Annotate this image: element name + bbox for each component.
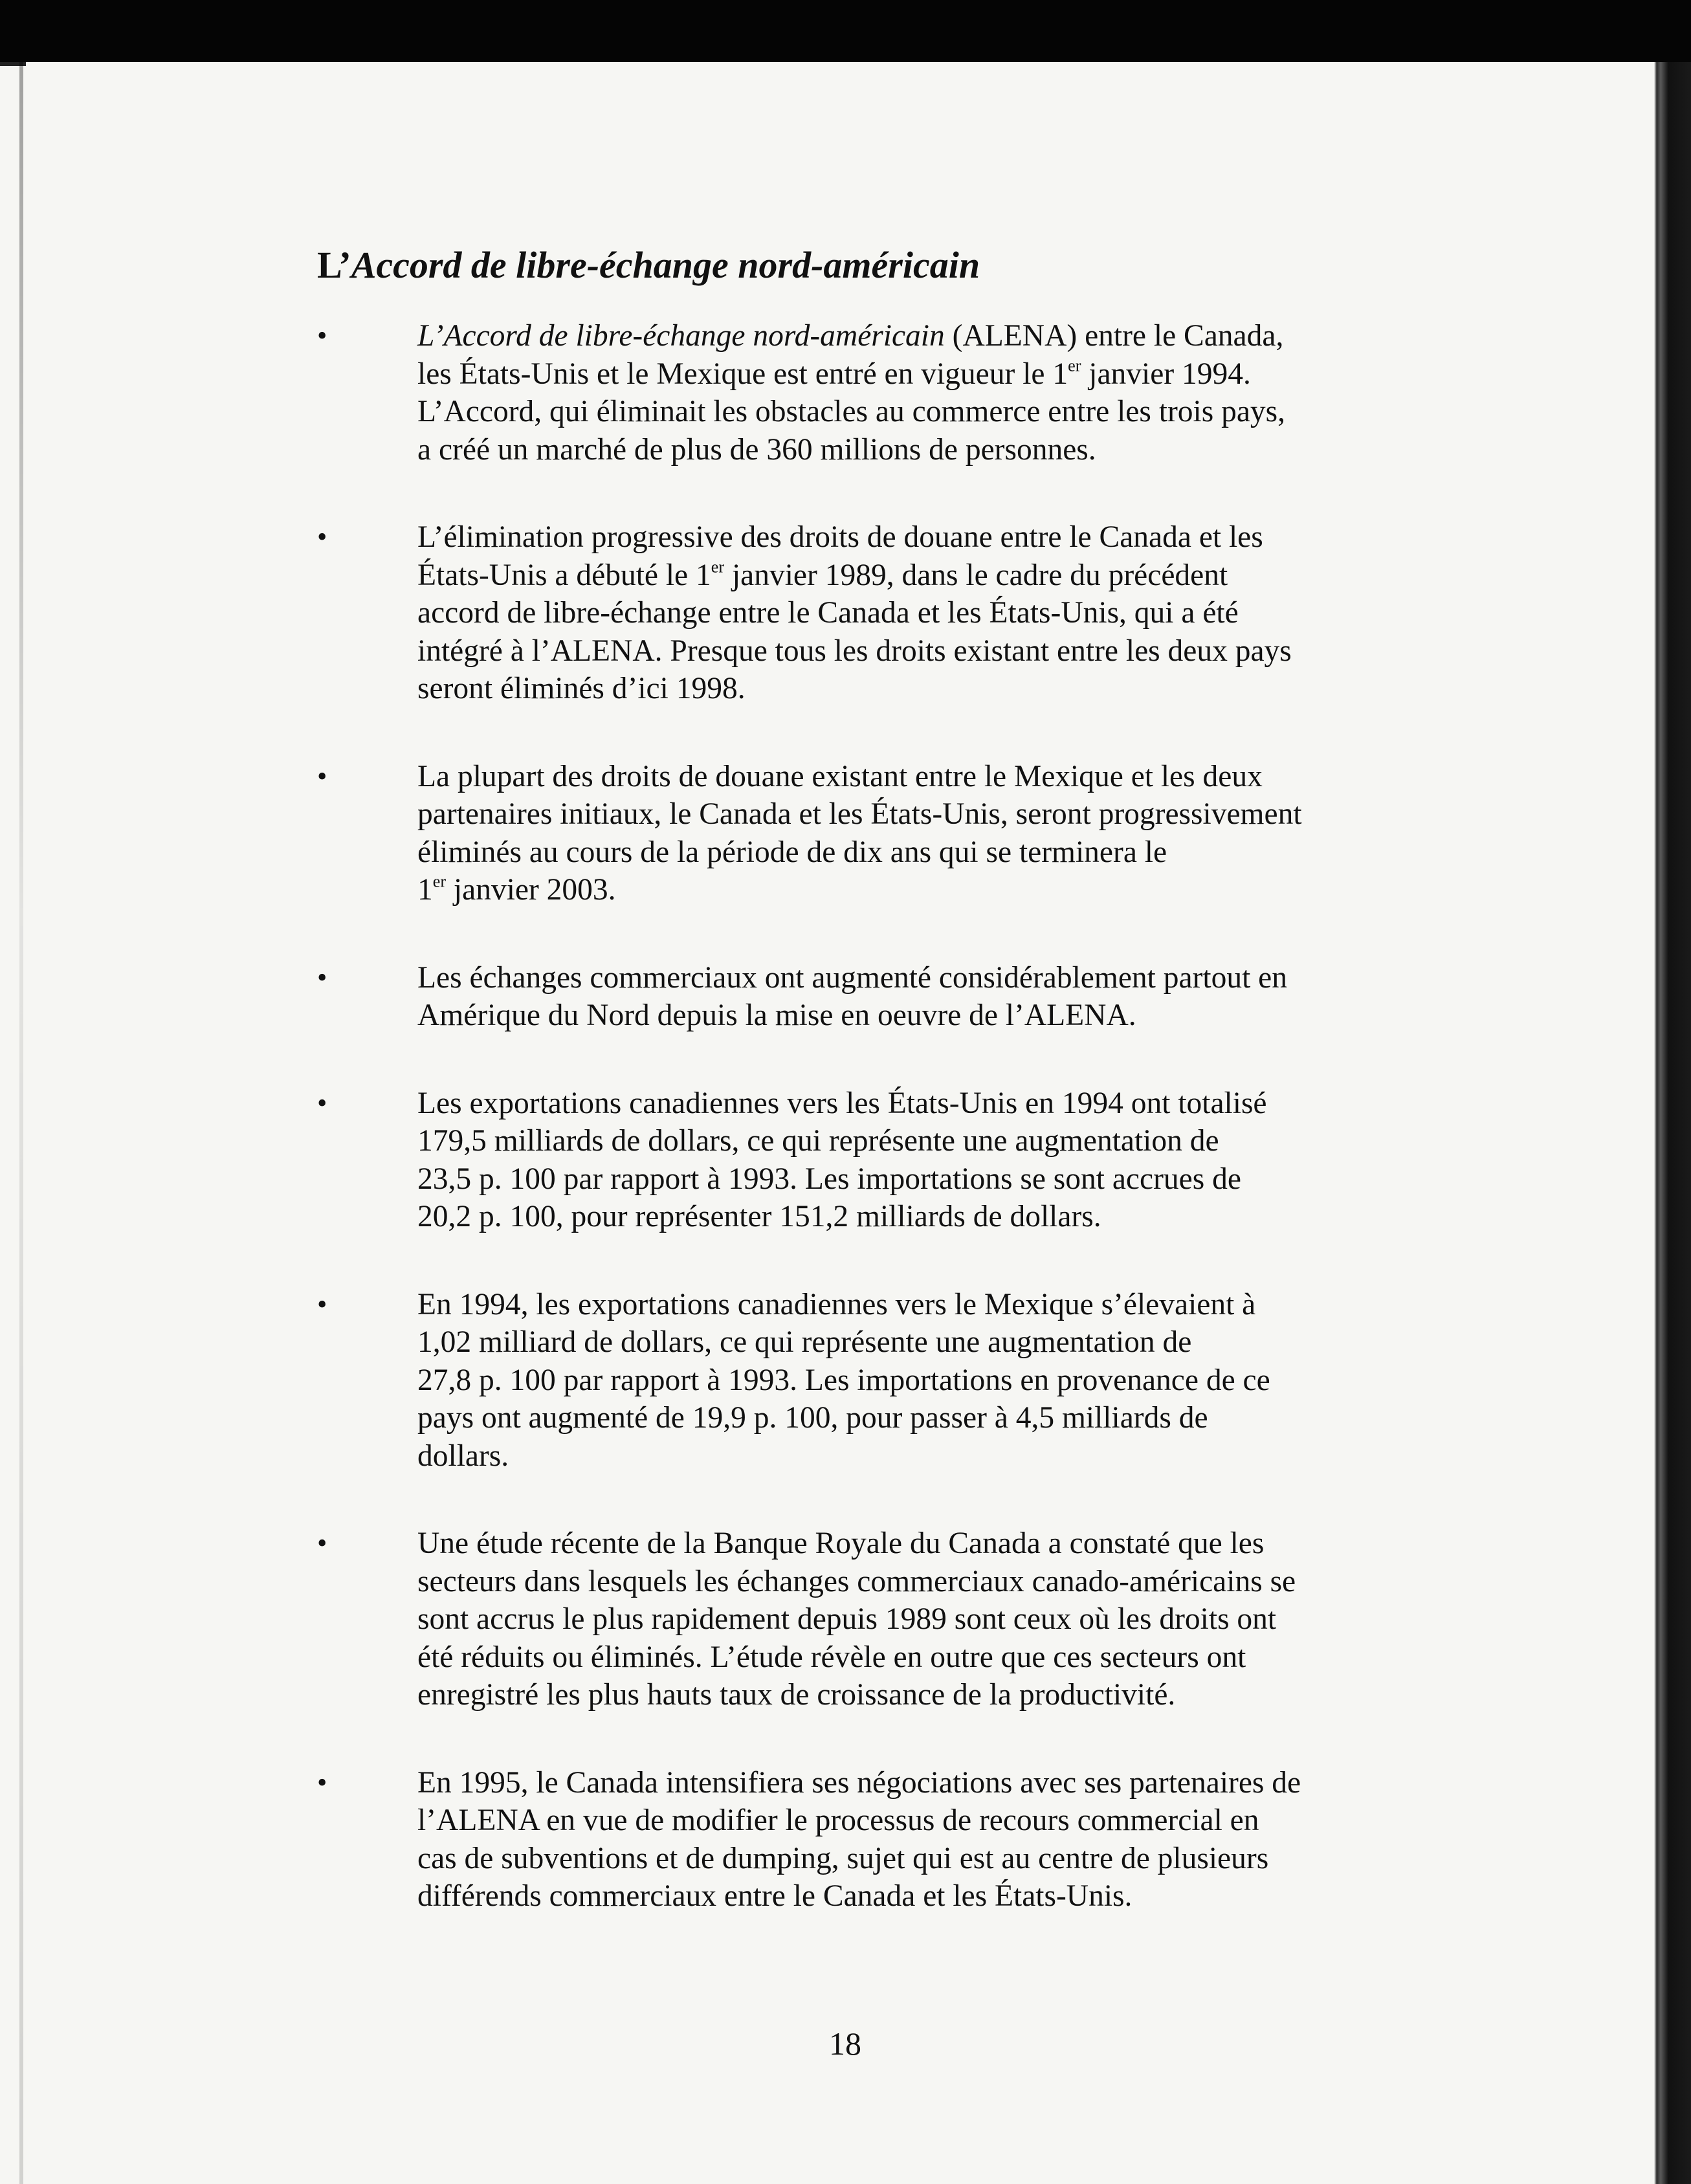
- page-title-main: Accord de libre-échange nord-américain: [351, 244, 980, 286]
- bullet-item: [317, 959, 1417, 1035]
- bullet-dot-icon: •: [317, 961, 327, 993]
- bullet-item: [317, 317, 1417, 469]
- bullet-dot-icon: •: [317, 1766, 327, 1798]
- page-title-prefix: L’: [317, 244, 351, 286]
- bullet-dot-icon: •: [317, 1288, 327, 1320]
- bullet-list: [317, 317, 1417, 1965]
- bullet-text: La plupart des droits de douane existant entre le Mexique et les deux partenaires initiaux, le Canada et les États-Unis, seront progressivement éliminés au cours de la période de dix ans qui se terminera le 1er janvier 2003.: [417, 759, 1302, 907]
- bullet-text: Une étude récente de la Banque Royale du Canada a constaté que les secteurs dans lesquels les échanges commerciaux canado-américains se sont accrus le plus rapidement depuis 1989 sont ceux où les droits ont été réduits ou éliminés. L’étude révèle en outre que ces secteurs ont enregistré les plus hauts taux de croissance de la productivité.: [417, 1527, 1296, 1712]
- bullet-item: [317, 1764, 1417, 1915]
- bullet-dot-icon: •: [317, 1527, 327, 1559]
- bullet-item: [317, 758, 1417, 909]
- bullet-text: Les échanges commerciaux ont augmenté considérablement partout en Amérique du Nord depuis la mise en oeuvre de l’ALENA.: [417, 960, 1287, 1032]
- bullet-dot-icon: •: [317, 320, 327, 351]
- bullet-text: L’Accord de libre-échange nord-américain (ALENA) entre le Canada, les États-Unis et le Mexique est entré en vigueur le 1er janvier 1994. L’Accord, qui éliminait les obstacles au commerce entre les trois pays, a créé un marché de plus de 360 millions de personnes.: [417, 319, 1286, 467]
- bullet-text: En 1994, les exportations canadiennes vers le Mexique s’élevaient à 1,02 milliard de dollars, ce qui représente une augmentation de 27,8 p. 100 par rapport à 1993. Les importations en provenance de ce pays ont augmenté de 19,9 p. 100, pour passer à 4,5 milliards de dollars.: [417, 1287, 1270, 1473]
- bullet-item: [317, 1525, 1417, 1714]
- bullet-text: En 1995, le Canada intensifiera ses négociations avec ses partenaires de l’ALENA en vue de modifier le processus de recours commercial en cas de subventions et de dumping, sujet qui est au centre de plusieurs différends commerciaux entre le Canada et les États-Unis.: [417, 1765, 1301, 1913]
- scan-left-edge: [19, 62, 23, 2184]
- bullet-dot-icon: •: [317, 1086, 327, 1119]
- bullet-dot-icon: •: [317, 760, 327, 792]
- bullet-dot-icon: •: [317, 521, 327, 553]
- scan-right-edge: [1654, 62, 1691, 2184]
- bullet-item: [317, 1286, 1417, 1475]
- bullet-item: [317, 1085, 1417, 1236]
- scan-top-border: [0, 0, 1691, 62]
- page-number: 18: [829, 2025, 861, 2062]
- bullet-text: L’élimination progressive des droits de douane entre le Canada et les États-Unis a débuté le 1er janvier 1989, dans le cadre du précédent accord de libre-échange entre le Canada et les États-Unis, qui a été intégré à l’ALENA. Presque tous les droits existant entre les deux pays seront éliminés d’ici 1998.: [417, 520, 1292, 705]
- bullet-item: [317, 518, 1417, 708]
- page-title: [317, 245, 980, 286]
- bullet-text: Les exportations canadiennes vers les États-Unis en 1994 ont totalisé 179,5 milliards de dollars, ce qui représente une augmentation de 23,5 p. 100 par rapport à 1993. Les importations se sont accrues de 20,2 p. 100, pour représenter 151,2 milliards de dollars.: [417, 1086, 1267, 1233]
